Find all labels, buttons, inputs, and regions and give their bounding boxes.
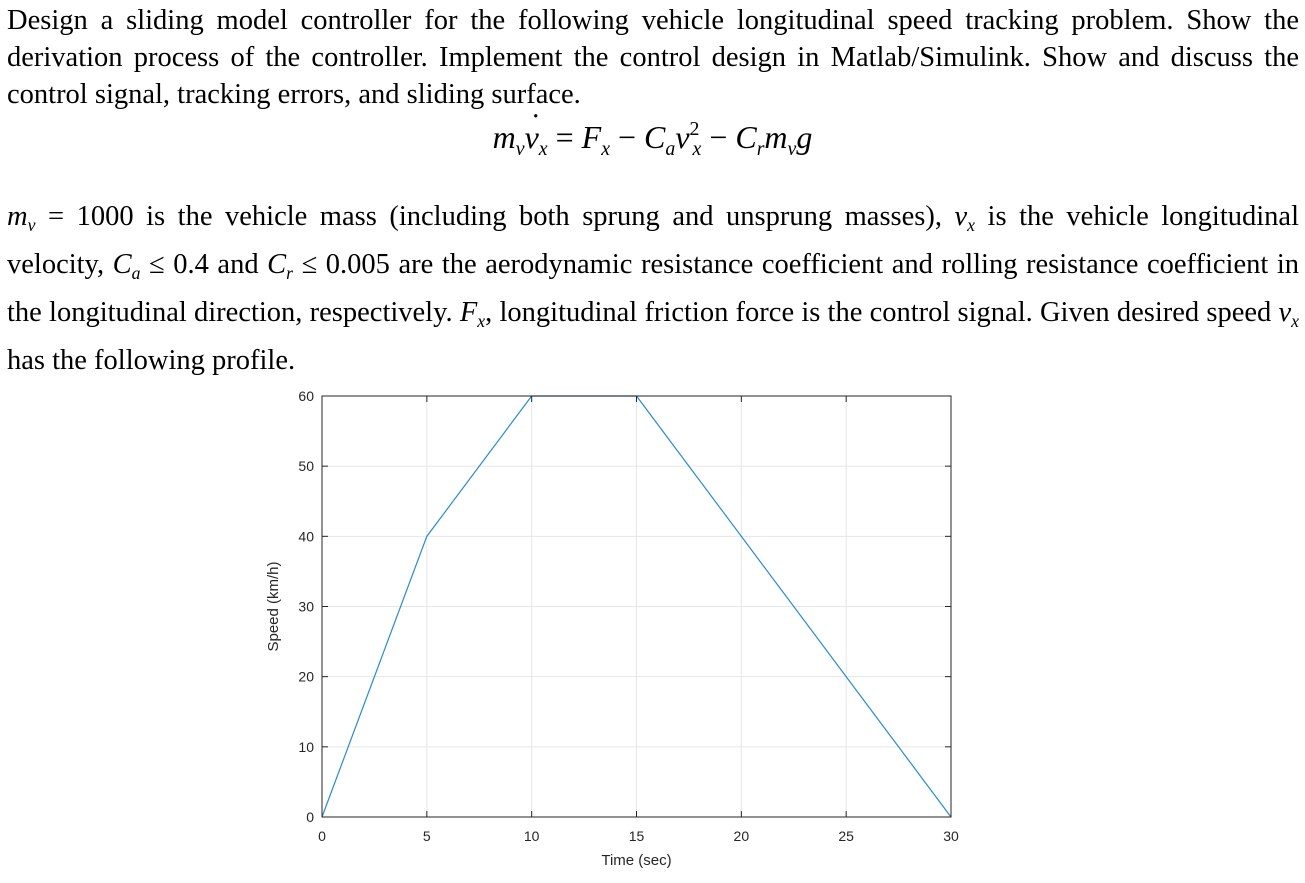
ca-bound: ≤ 0.4 (140, 249, 209, 280)
vx-symbol: v (954, 201, 968, 232)
fx-symbol: F (459, 297, 478, 328)
y-tick-label: 0 (306, 809, 314, 825)
cr-bound: ≤ 0.005 (293, 249, 390, 280)
y-axis-label: Speed (km/h) (265, 561, 282, 652)
mass-symbol: m (7, 201, 28, 232)
y-tick-label: 40 (298, 528, 314, 545)
x-tick-label: 25 (838, 828, 854, 844)
y-tick-label: 20 (298, 668, 314, 685)
x-axis-label: Time (sec) (601, 852, 672, 869)
x-tick-label: 5 (422, 828, 431, 844)
x-tick-label: 15 (628, 828, 645, 844)
y-tick-label: 50 (298, 458, 314, 475)
y-tick-label: 10 (298, 738, 314, 755)
x-tick-label: 10 (523, 828, 540, 844)
speed-profile-chart (250, 385, 980, 875)
x-tick-label: 30 (943, 828, 959, 844)
y-tick-label: 30 (298, 598, 314, 615)
problem-parameters: $m_v = 1000$ is the vehicle mass (including both sprung and unsprung masses), $v_x$ is the vehicle longitudinal velocity, $C_a \le 0.4$ and $C_r \le 0.005$ are the aerodynamic resistance coefficient and rolling resistance coefficient in the longitudinal direction, respectively. $F_x$, longitudinal friction force is the control signal. Given desired speed $v_x$ has the following profile. (7, 201, 1300, 376)
x-tick-label: 20 (733, 828, 750, 844)
y-tick-label: 60 (298, 388, 314, 404)
ca-symbol: C (112, 249, 132, 280)
dynamics-equation: $m_v˙$ $v_x = F_x - C_av^2_x - C_rm_vg$ (0, 117, 1305, 157)
mass-value: = 1000 (35, 201, 134, 232)
problem-intro: Design a sliding model controller for the following vehicle longitudinal speed tracking problem. Show the derivation process of the controller. Implement the control design in Matlab/Simulink. Show and discuss the control signal, tracking errors, and sliding surface. (7, 5, 1299, 110)
desired-speed-symbol: v (1278, 297, 1292, 328)
cr-symbol: C (267, 249, 287, 280)
x-tick-label: 0 (318, 828, 326, 844)
